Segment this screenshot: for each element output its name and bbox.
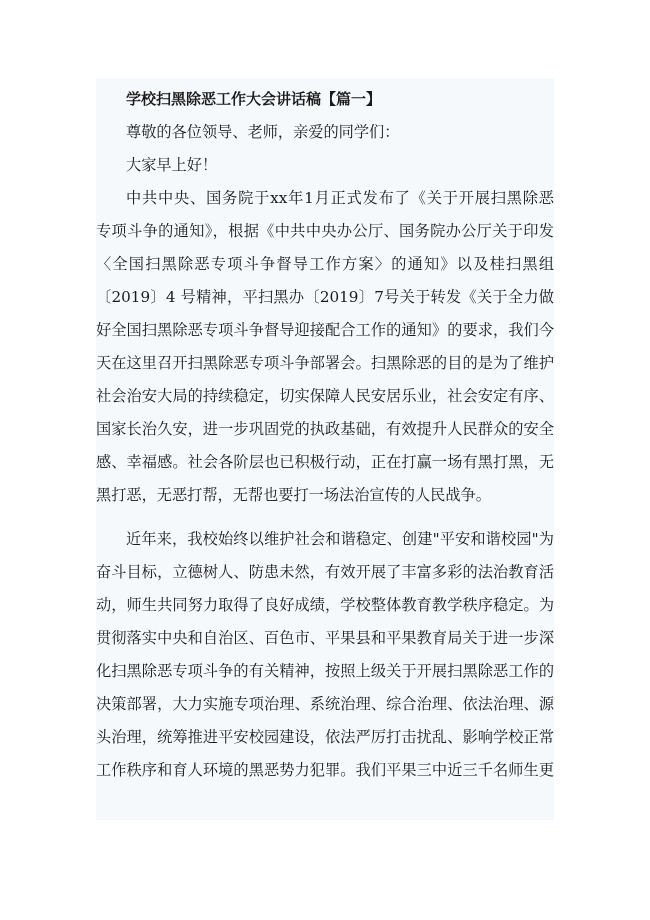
- paragraph-1-line: 感、幸福感。社会各阶层也已积极行动，正在打赢一场有黑打黑，无: [96, 453, 554, 471]
- paragraph-2-line: 化扫黑除恶专项斗争的有关精神，按照上级关于开展扫黑除恶工作的: [96, 662, 554, 680]
- paragraph-2-line: 动，师生共同努力取得了良好成绩，学校整体教育教学秩序稳定。为: [96, 596, 554, 614]
- paragraph-1-line: 〈全国扫黑除恶专项斗争督导工作方案〉的通知》以及桂扫黑组: [96, 255, 554, 273]
- paragraph-2-line: 近年来，我校始终以维护社会和谐稳定、创建"平安和谐校园"为: [126, 530, 554, 548]
- paragraph-2-line: 决策部署，大力实施专项治理、系统治理、综合治理、依法治理、源: [96, 695, 554, 713]
- paragraph-2-line: 头治理，统筹推进平安校园建设，依法严厉打击扰乱、影响学校正常: [96, 728, 554, 746]
- paragraph-1-line: 国家长治久安，进一步巩固党的执政基础，有效提升人民群众的安全: [96, 420, 554, 438]
- paragraph-1-line: 〔2019〕4 号精神，平扫黑办〔2019〕7号关于转发《关于全力做: [96, 288, 554, 306]
- greeting-line: 尊敬的各位领导、老师，亲爱的同学们：: [126, 123, 400, 141]
- paragraph-1-line: 黑打恶，无恶打帮，无帮也要打一场法治宣传的人民战争。: [96, 486, 491, 504]
- paragraph-2-line: 贯彻落实中央和自治区、百色市、平果县和平果教育局关于进一步深: [96, 629, 554, 647]
- document-text-block: [96, 78, 554, 820]
- paragraph-1-line: 天在这里召开扫黑除恶专项斗争部署会。扫黑除恶的目的是为了维护: [96, 354, 554, 372]
- paragraph-2-line: 工作秩序和育人环境的黑恶势力犯罪。我们平果三中近三千名师生更: [96, 761, 554, 779]
- paragraph-1-line: 社会治安大局的持续稳定，切实保障人民安居乐业，社会安定有序、: [96, 387, 554, 405]
- paragraph-2-line: 奋斗目标，立德树人、防患未然，有效开展了丰富多彩的法治教育活: [96, 563, 554, 581]
- paragraph-1-line: 专项斗争的通知》，根据《中共中央办公厅、国务院办公厅关于印发: [96, 222, 554, 240]
- paragraph-1-line: 中共中央、国务院于xx年1月正式发布了《关于开展扫黑除恶: [126, 189, 554, 207]
- paragraph-1-line: 好全国扫黑除恶专项斗争督导迎接配合工作的通知》的要求，我们今: [96, 321, 554, 339]
- opening-line: 大家早上好！: [126, 156, 218, 174]
- document-title: 学校扫黑除恶工作大会讲话稿【篇一】: [126, 90, 382, 108]
